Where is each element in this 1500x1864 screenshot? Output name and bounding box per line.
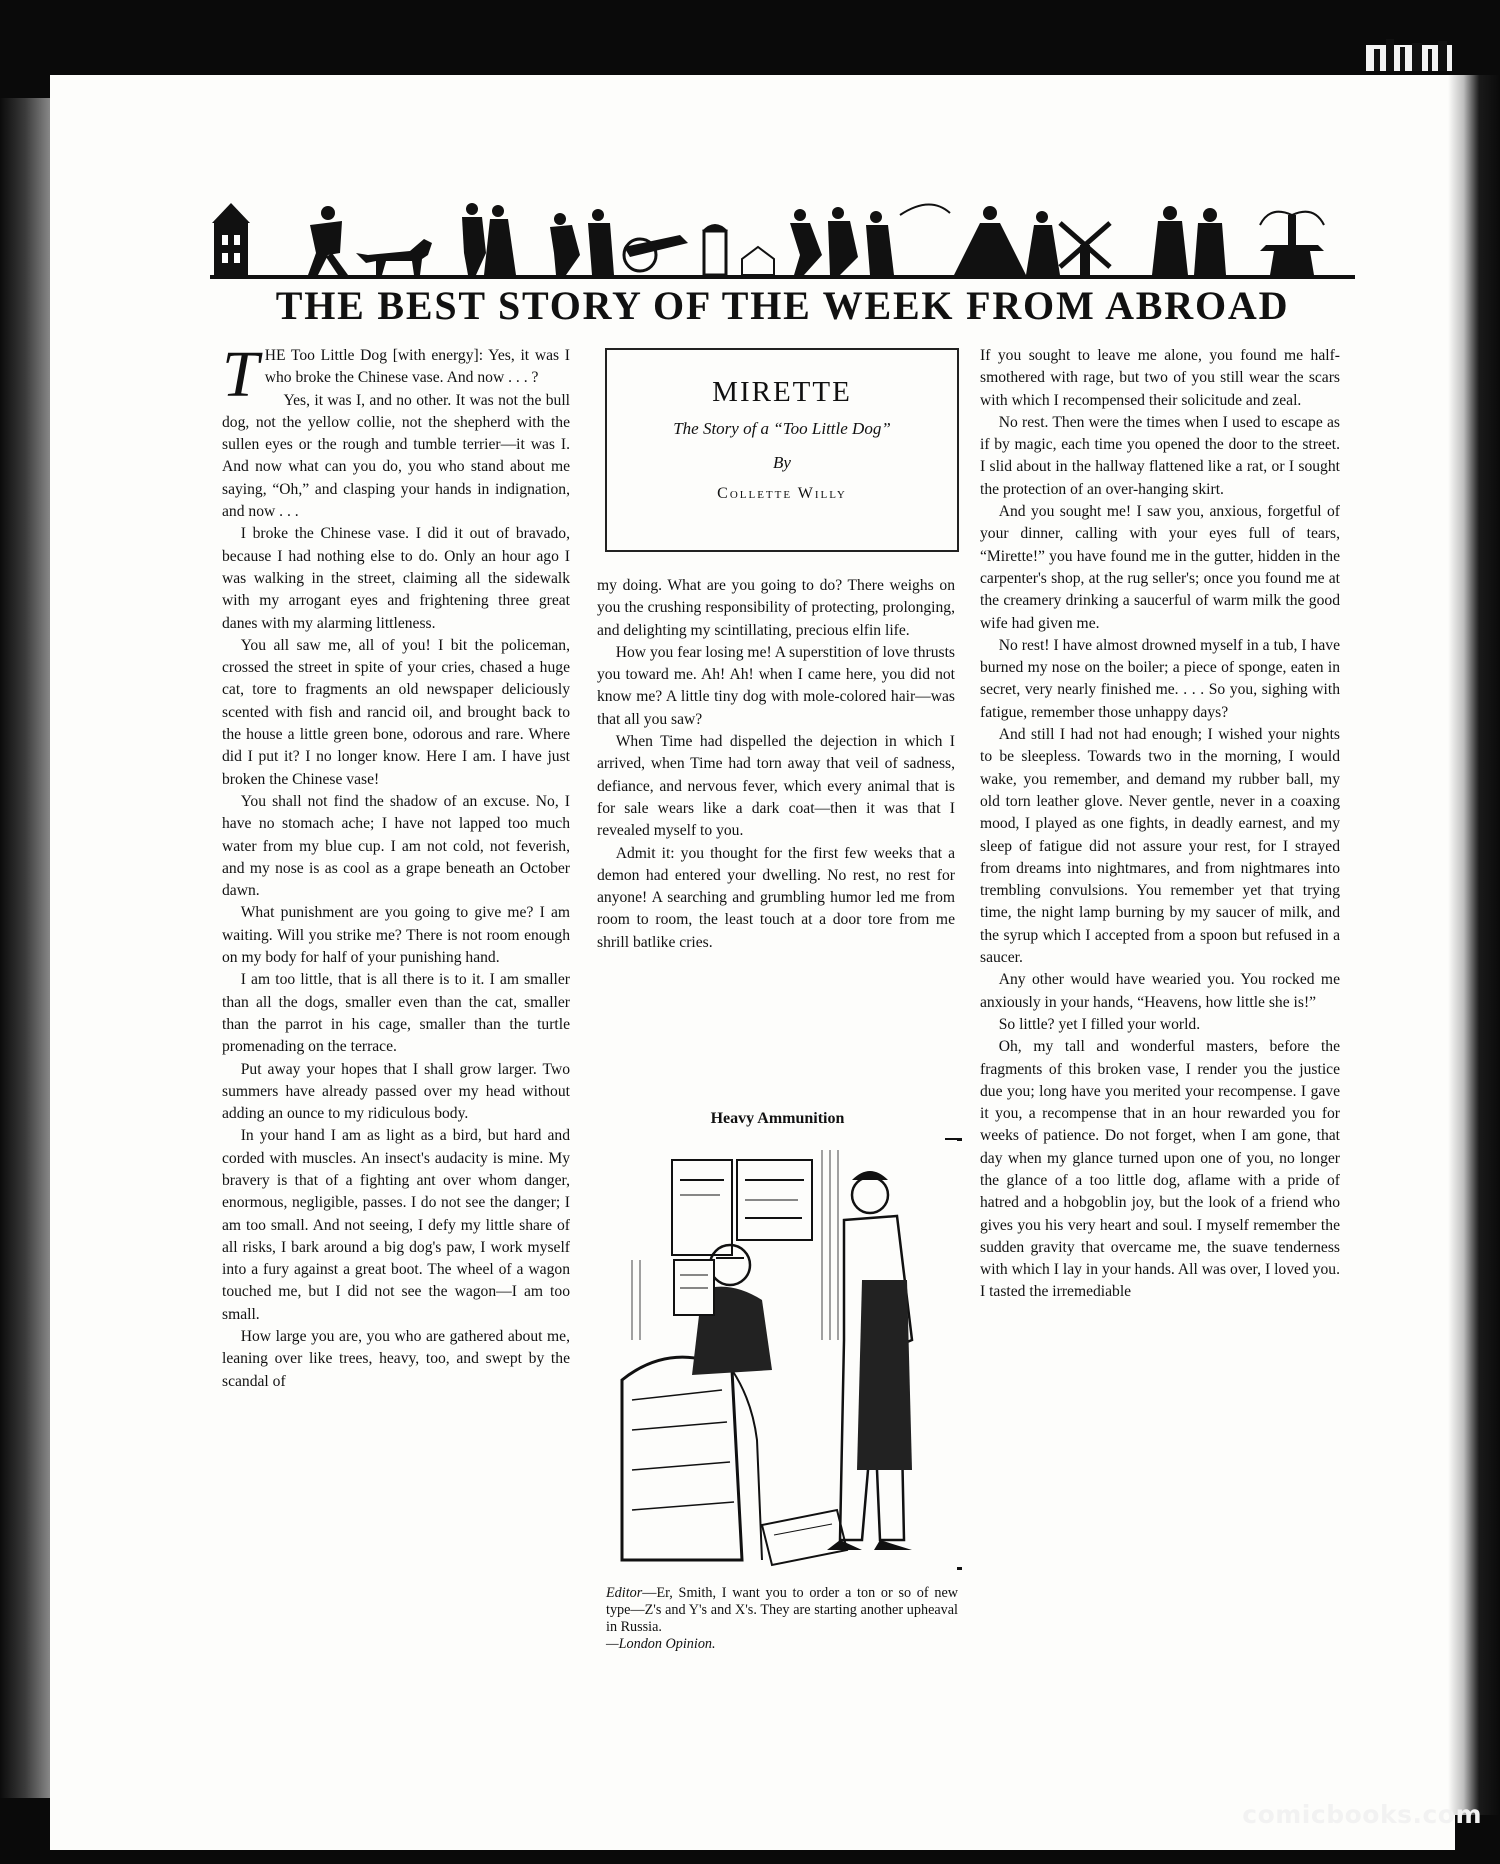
cartoon-caption bbox=[606, 1585, 958, 1653]
paragraph: Yes, it was I, and no other. It was not the bull dog, not the yellow collie, not the shepherd with the sullen eyes or the rough and tumble terrier—it was I. And now what can you do, you who stand about me saying, “Oh,” and clasping your hands in indignation, and now . . . bbox=[222, 391, 570, 521]
paragraph: Any other would have wearied you. You rocked me anxiously in your hands, “Heavens, how little she is!” bbox=[980, 971, 1340, 1011]
paragraph: Oh, my tall and wonderful masters, before the fragments of this broken vase, I render you the justice due you; long have you merited your recompense. I gave it you, a recompense that in an hour rewarded you for weeks of patience. Do not forget, when I am gone, that day when my glance turned upon one of you, no longer the glance of a too little dog, aflame with a pride of hatred and a hobgoblin joy, but the look of a friend who gives you his very heart and soul. I myself remember the sudden gravity that overcame me, the suave tenderness with which I lay in your hands. All was over, I loved you. I tasted the irremediable bbox=[980, 1038, 1340, 1301]
paragraph: Admit it: you thought for the first few weeks that a demon had entered your dwelling. No rest, no rest for anyone! A searching and grumbling humor led me from room to room, the least touch at a door tore from me shrill batlike cries. bbox=[597, 844, 955, 951]
article-column-3 bbox=[980, 345, 1340, 1304]
paragraph: my doing. What are you going to do? There weighs on you the crushing responsibility of protecting, prolonging, and delighting my scintillating, precious elfin life. bbox=[597, 577, 955, 639]
paragraph: In your hand I am as light as a bird, but hard and corded with muscles. An insect's audacity is mine. My bravery is that of a fighting ant over whom danger, enormous, negligible, passes. I do not see the danger; I am too small. And not seeing, I defy my little share of all risks, I bark around a big dog's paw, I work myself into a fury against a great boot. The wheel of a wagon touched me, but I did not see the wagon—I am too small. bbox=[222, 1127, 570, 1323]
paragraph: You shall not find the shadow of an excuse. No, I have no stomach ache; I have not lapped too much water from my blue cup. I am not cold, not feverish, and my nose is as cool as a grape beneath an October dawn. bbox=[222, 792, 570, 900]
paragraph: When Time had dispelled the dejection in which I arrived, when Time had torn away that veil of sadness, defiance, and nervous fever, which every animal that is for sale wears like a dark coat—then it was that I revealed myself to you. bbox=[597, 733, 955, 840]
dog-icon bbox=[356, 239, 432, 275]
page-headline: THE BEST STORY OF THE WEEK FROM ABROAD bbox=[275, 283, 1290, 328]
paragraph: And still I had not had enough; I wished your nights to be sleepless. Towards two in the morning, I would wake, you remember, and demand my rubber ball, my old torn leather glove. Never gentle, never in a coaxing mood, I played as one fights, in deadly earnest, and my sleep of fatigue did not assure your rest, for I strayed from dreams into nightmares, and from nightmares into trembling convulsions. You remember yet that trying time, the night lamp burning by my saucer of milk, and the syrup which I accepted from a spoon but refused in a saucer. bbox=[980, 726, 1340, 967]
paragraph: I am too little, that is all there is to it. I am smaller than all the dogs, smaller even than the cat, smaller than the parrot in his cage, smaller than the turtle promenading on the terrace. bbox=[222, 971, 570, 1056]
cartoon-title: Heavy Ammunition bbox=[710, 1110, 845, 1127]
site-watermark: comicbooks.com bbox=[1242, 1800, 1482, 1829]
paragraph: No rest! I have almost drowned myself in a tub, I have burned my nose on the boiler; a piece of sponge, eaten in secret, very nearly finished me. . . . So you, sighing with fatigue, remember those unhappy days? bbox=[980, 636, 1340, 721]
paragraph: I broke the Chinese vase. I did it out of bravado, because I had nothing else to do. Only an hour ago I was walking in the street, claiming all the sidewalk with my arrogant eyes and frightening three great danes with my alarming littleness. bbox=[222, 525, 570, 632]
postbox-icon bbox=[702, 224, 728, 275]
page-right-edge bbox=[1448, 75, 1500, 1815]
paragraph: You all saw me, all of you! I bit the policeman, crossed the street in spite of your cries, chased a huge cat, tore to fragments an old newspaper deliciously scented with fish and rancid oil, and brought back to the house a little green bone, odorous and rare. Where did I put it? I no longer know. Here I am. I have just broken the Chinese vase! bbox=[222, 636, 570, 788]
walking-man-icon bbox=[308, 206, 348, 275]
dancers-icon bbox=[790, 204, 950, 275]
caption-source: —London Opinion. bbox=[606, 1636, 716, 1652]
caption-text: —Er, Smith, I want you to order a ton or so of new type—Z's and Y's and X's. They are starting another upheaval in Russia. bbox=[606, 1585, 958, 1635]
couple-icon bbox=[462, 203, 516, 275]
paragraph: What punishment are you going to give me? I am waiting. Will you strike me? There is not room enough on my body for half of your punishing hand. bbox=[222, 904, 570, 967]
crowd-icon bbox=[550, 209, 688, 275]
paragraph: No rest. Then were the times when I used to escape as if by magic, each time you opened the door to the street. I slid about in the hallway flattened like a rat, or I sought the protection of an over-hanging skirt. bbox=[980, 413, 1340, 498]
paragraph: How you fear losing me! A superstition of love thrusts you toward me. Ah! Ah! when I came here, you did not know me? A little tiny dog with mole-colored hair—was that all you saw? bbox=[597, 643, 955, 728]
byline-label: By bbox=[773, 453, 791, 472]
women-icon bbox=[954, 206, 1060, 275]
caption-speaker: Editor bbox=[606, 1585, 643, 1601]
drop-cap: T bbox=[222, 338, 259, 411]
paragraph: How large you are, you who are gathered about me, leaning over like trees, heavy, too, and swept by the scandal of bbox=[222, 1328, 570, 1390]
silhouette-frieze bbox=[210, 195, 1355, 280]
tower-icon bbox=[212, 203, 250, 275]
author-name: Collette Willy bbox=[717, 485, 847, 502]
story-subtitle: The Story of a “Too Little Dog” bbox=[673, 419, 891, 438]
paragraph: So little? yet I filled your world. bbox=[998, 1015, 1201, 1033]
article-column-1 bbox=[222, 338, 570, 1393]
story-title: MIRETTE bbox=[712, 376, 852, 408]
opening-paragraph bbox=[222, 338, 570, 411]
fountain-icon bbox=[1260, 212, 1324, 275]
paragraph: If you sought to leave me alone, you found me half-smothered with rage, but two of you still wear the scars with which I recompensed their solicitude and zeal. bbox=[980, 347, 1340, 409]
article-column-2 bbox=[597, 575, 955, 954]
paragraph: And you sought me! I saw you, anxious, forgetful of your dinner, calling with your eyes full of tears, “Mirette!” you have found me in the gutter, hidden in the carpenter's shop, at the rug seller's; once you found me at the creamery drinking a saucerful of warm milk the good wife had given me. bbox=[980, 503, 1340, 632]
story-title-box bbox=[605, 348, 959, 552]
cartoon-illustration bbox=[612, 1140, 957, 1580]
paragraph-text: HE Too Little Dog [with energy]: Yes, it was I who broke the Chinese vase. And now . . . ? bbox=[264, 347, 570, 387]
small-house-icon bbox=[742, 247, 774, 275]
corner-scan-mark bbox=[1366, 35, 1452, 71]
workers-icon bbox=[1152, 206, 1226, 275]
windmill-icon bbox=[1060, 223, 1110, 275]
paragraph: Put away your hopes that I shall grow larger. Two summers have already passed over my head without adding an ounce to my ridiculous body. bbox=[222, 1060, 570, 1123]
